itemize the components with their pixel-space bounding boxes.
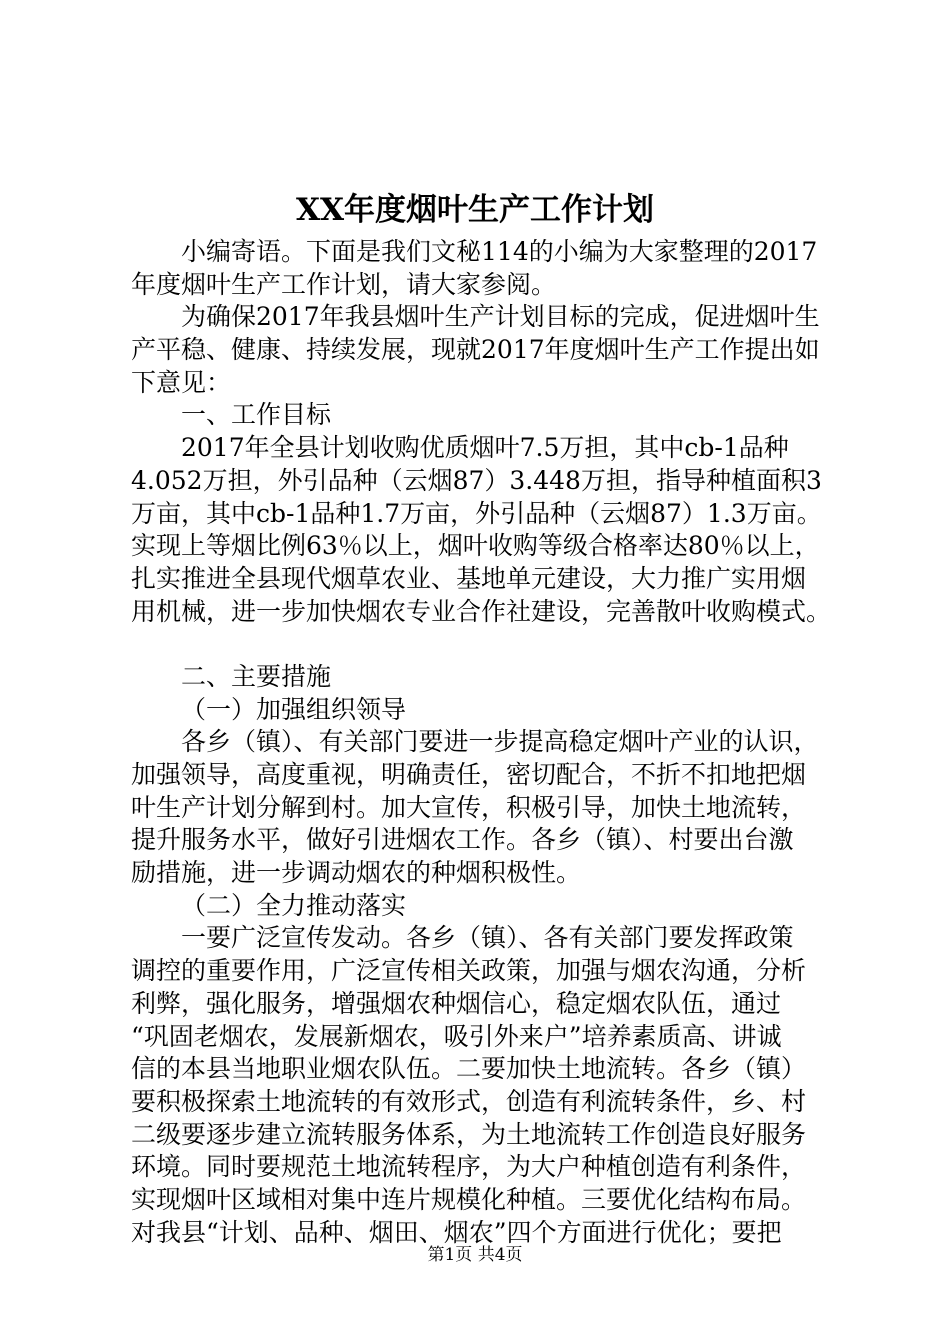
paragraph-line: 年度烟叶生产工作计划，请大家参阅。 bbox=[131, 269, 557, 299]
page-footer: 第1页 共4页 bbox=[427, 1245, 523, 1265]
paragraph-line: 实现上等烟比例63％以上，烟叶收购等级合格率达80％以上， bbox=[131, 531, 820, 561]
paragraph-line: 调控的重要作用，广泛宣传相关政策，加强与烟农沟通，分析 bbox=[131, 956, 807, 986]
paragraph-line: 加强领导，高度重视，明确责任，密切配合，不折不扣地把烟 bbox=[131, 760, 807, 789]
section-heading: 一、工作目标 bbox=[181, 400, 332, 430]
paragraph-line: 小编寄语。下面是我们文秘114的小编为大家整理的2017 bbox=[181, 237, 818, 266]
paragraph-line: 万亩，其中cb-1品种1.7万亩，外引品种（云烟87）1.3万亩。 bbox=[131, 498, 822, 528]
paragraph-line: “巩固老烟农，发展新烟农，吸引外来户”培养素质高、讲诚 bbox=[131, 1021, 782, 1051]
subsection-heading: （一）加强组织领导 bbox=[181, 694, 407, 724]
document-body bbox=[131, 236, 851, 1249]
paragraph-line: 扎实推进全县现代烟草农业、基地单元建设，大力推广实用烟 bbox=[131, 563, 807, 593]
paragraph-line: 用机械，进一步加快烟农专业合作社建设，完善散叶收购模式。 bbox=[131, 596, 832, 626]
subsection-heading: （二）全力推动落实 bbox=[181, 890, 407, 920]
paragraph-line: 叶生产计划分解到村。加大宣传，积极引导，加快土地流转， bbox=[131, 792, 807, 822]
paragraph-line: 各乡（镇）、有关部门要进一步提高稳定烟叶产业的认识， bbox=[181, 727, 819, 757]
paragraph-line: 环境。同时要规范土地流转程序，为大户种植创造有利条件， bbox=[131, 1152, 807, 1182]
paragraph-line: 实现烟叶区域相对集中连片规模化种植。三要优化结构布局。 bbox=[131, 1184, 807, 1214]
section-heading: 二、主要措施 bbox=[181, 661, 332, 691]
paragraph-line: 为确保2017年我县烟叶生产计划目标的完成，促进烟叶生 bbox=[181, 302, 820, 332]
paragraph-line: 下意见： bbox=[131, 367, 232, 397]
paragraph-line: 信的本县当地职业烟农队伍。二要加快土地流转。各乡（镇） bbox=[131, 1054, 807, 1084]
paragraph-line: 要积极探索土地流转的有效形式，创造有利流转条件，乡、村 bbox=[131, 1086, 807, 1116]
paragraph-line: 对我县“计划、品种、烟田、烟农”四个方面进行优化；要把 bbox=[131, 1217, 782, 1247]
document-title: XX年度烟叶生产工作计划 bbox=[295, 192, 655, 228]
paragraph-line: 产平稳、健康、持续发展，现就2017年度烟叶生产工作提出如 bbox=[131, 335, 820, 365]
paragraph-line: 励措施，进一步调动烟农的种烟积极性。 bbox=[131, 858, 582, 888]
paragraph-line: 利弊，强化服务，增强烟农种烟信心，稳定烟农队伍，通过 bbox=[131, 988, 782, 1018]
paragraph-line: 二级要逐步建立流转服务体系，为土地流转工作创造良好服务 bbox=[131, 1119, 807, 1149]
paragraph-line: 2017年全县计划收购优质烟叶7.5万担，其中cb-1品种 bbox=[181, 433, 789, 463]
paragraph-line: 提升服务水平，做好引进烟农工作。各乡（镇）、村要出台激 bbox=[131, 825, 794, 855]
paragraph-line: 4.052万担，外引品种（云烟87）3.448万担，指导种植面积3 bbox=[131, 465, 822, 495]
paragraph-line: 一要广泛宣传发动。各乡（镇）、各有关部门要发挥政策 bbox=[181, 923, 794, 953]
blank-line bbox=[131, 628, 851, 661]
